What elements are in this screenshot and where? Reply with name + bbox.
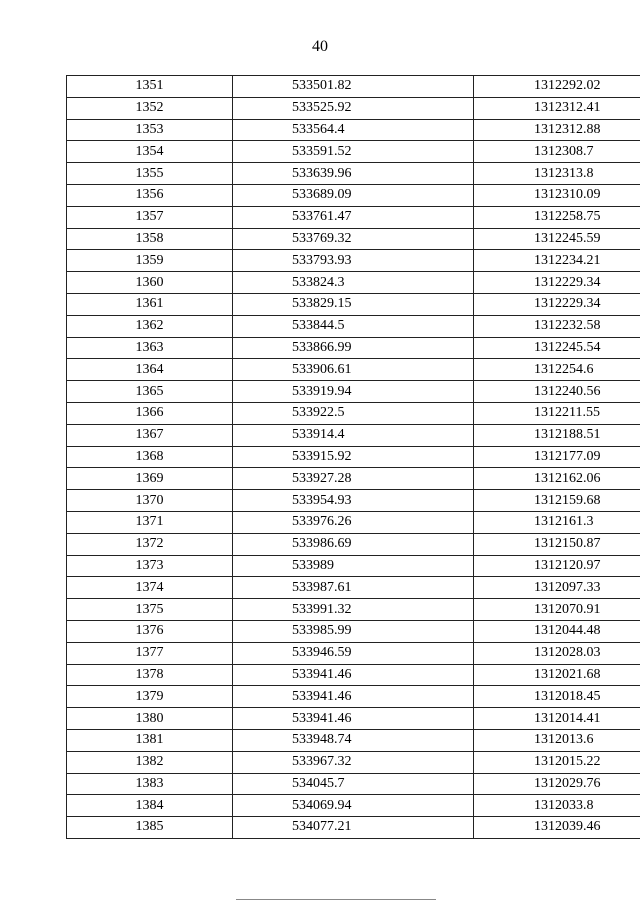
point-number-cell: 1383 [67,773,233,795]
x-coordinate-cell: 533829.15 [233,293,474,315]
point-number-cell: 1362 [67,315,233,337]
y-coordinate-cell: 1312310.09 [474,184,640,206]
y-coordinate-cell: 1312029.76 [474,773,640,795]
point-number-cell: 1368 [67,446,233,468]
x-coordinate-cell: 533914.4 [233,424,474,446]
y-coordinate-cell: 1312312.88 [474,119,640,141]
point-number-cell: 1373 [67,555,233,577]
x-coordinate-cell: 533948.74 [233,729,474,751]
point-number-cell: 1364 [67,359,233,381]
table-row [67,686,640,708]
y-coordinate-cell: 1312014.41 [474,708,640,730]
point-number-cell: 1379 [67,686,233,708]
y-coordinate-cell: 1312120.97 [474,555,640,577]
y-coordinate-cell: 1312308.7 [474,141,640,163]
point-number-cell: 1352 [67,97,233,119]
point-number-cell: 1360 [67,272,233,294]
y-coordinate-cell: 1312028.03 [474,642,640,664]
x-coordinate-cell: 533501.82 [233,76,474,98]
x-coordinate-cell: 533793.93 [233,250,474,272]
table-row [67,184,640,206]
table-row [67,381,640,403]
point-number-cell: 1380 [67,708,233,730]
table-row [67,555,640,577]
y-coordinate-cell: 1312258.75 [474,206,640,228]
x-coordinate-cell: 533919.94 [233,381,474,403]
y-coordinate-cell: 1312292.02 [474,76,640,98]
point-number-cell: 1371 [67,511,233,533]
point-number-cell: 1351 [67,76,233,98]
x-coordinate-cell: 534069.94 [233,795,474,817]
x-coordinate-cell: 533591.52 [233,141,474,163]
table-row [67,293,640,315]
x-coordinate-cell: 533986.69 [233,533,474,555]
x-coordinate-cell: 533967.32 [233,751,474,773]
table-row [67,315,640,337]
y-coordinate-cell: 1312254.6 [474,359,640,381]
table-row [67,490,640,512]
y-coordinate-cell: 1312159.68 [474,490,640,512]
table-row [67,468,640,490]
point-number-cell: 1381 [67,729,233,751]
x-coordinate-cell: 533639.96 [233,163,474,185]
x-coordinate-cell: 533941.46 [233,686,474,708]
x-coordinate-cell: 533564.4 [233,119,474,141]
point-number-cell: 1353 [67,119,233,141]
x-coordinate-cell: 533769.32 [233,228,474,250]
coordinates-table [66,75,640,839]
y-coordinate-cell: 1312234.21 [474,250,640,272]
x-coordinate-cell: 533915.92 [233,446,474,468]
table-row [67,708,640,730]
point-number-cell: 1385 [67,817,233,839]
x-coordinate-cell: 533985.99 [233,620,474,642]
table-row [67,729,640,751]
y-coordinate-cell: 1312013.6 [474,729,640,751]
table-row [67,163,640,185]
point-number-cell: 1370 [67,490,233,512]
x-coordinate-cell: 533927.28 [233,468,474,490]
table-row [67,446,640,468]
x-coordinate-cell: 533946.59 [233,642,474,664]
x-coordinate-cell: 533866.99 [233,337,474,359]
table-row [67,533,640,555]
table-row [67,337,640,359]
point-number-cell: 1365 [67,381,233,403]
table-row [67,359,640,381]
point-number-cell: 1384 [67,795,233,817]
point-number-cell: 1376 [67,620,233,642]
y-coordinate-cell: 1312161.3 [474,511,640,533]
point-number-cell: 1369 [67,468,233,490]
y-coordinate-cell: 1312018.45 [474,686,640,708]
point-number-cell: 1357 [67,206,233,228]
x-coordinate-cell: 533941.46 [233,708,474,730]
y-coordinate-cell: 1312044.48 [474,620,640,642]
point-number-cell: 1358 [67,228,233,250]
table-row [67,141,640,163]
table-row [67,119,640,141]
table-row [67,206,640,228]
y-coordinate-cell: 1312313.8 [474,163,640,185]
table-row [67,773,640,795]
table-row [67,76,640,98]
x-coordinate-cell: 533525.92 [233,97,474,119]
x-coordinate-cell: 533689.09 [233,184,474,206]
x-coordinate-cell: 533844.5 [233,315,474,337]
footer-divider [236,899,436,900]
point-number-cell: 1359 [67,250,233,272]
table-row [67,511,640,533]
y-coordinate-cell: 1312232.58 [474,315,640,337]
x-coordinate-cell: 533987.61 [233,577,474,599]
y-coordinate-cell: 1312211.55 [474,402,640,424]
point-number-cell: 1377 [67,642,233,664]
x-coordinate-cell: 533991.32 [233,599,474,621]
x-coordinate-cell: 533976.26 [233,511,474,533]
table-row [67,664,640,686]
table-row [67,599,640,621]
table-row [67,642,640,664]
table-row [67,817,640,839]
table-row [67,424,640,446]
point-number-cell: 1361 [67,293,233,315]
y-coordinate-cell: 1312245.54 [474,337,640,359]
table-row [67,97,640,119]
table-row [67,795,640,817]
table-row [67,228,640,250]
y-coordinate-cell: 1312021.68 [474,664,640,686]
y-coordinate-cell: 1312229.34 [474,272,640,294]
point-number-cell: 1354 [67,141,233,163]
y-coordinate-cell: 1312039.46 [474,817,640,839]
point-number-cell: 1355 [67,163,233,185]
x-coordinate-cell: 533954.93 [233,490,474,512]
point-number-cell: 1367 [67,424,233,446]
point-number-cell: 1363 [67,337,233,359]
point-number-cell: 1372 [67,533,233,555]
y-coordinate-cell: 1312033.8 [474,795,640,817]
table-row [67,402,640,424]
table-row [67,620,640,642]
y-coordinate-cell: 1312070.91 [474,599,640,621]
point-number-cell: 1356 [67,184,233,206]
page-number: 40 [312,38,328,55]
y-coordinate-cell: 1312162.06 [474,468,640,490]
point-number-cell: 1366 [67,402,233,424]
table-row [67,751,640,773]
x-coordinate-cell: 533941.46 [233,664,474,686]
y-coordinate-cell: 1312245.59 [474,228,640,250]
x-coordinate-cell: 533922.5 [233,402,474,424]
x-coordinate-cell: 533906.61 [233,359,474,381]
coordinates-table-body [67,76,640,839]
y-coordinate-cell: 1312097.33 [474,577,640,599]
x-coordinate-cell: 533824.3 [233,272,474,294]
x-coordinate-cell: 534077.21 [233,817,474,839]
y-coordinate-cell: 1312240.56 [474,381,640,403]
y-coordinate-cell: 1312015.22 [474,751,640,773]
y-coordinate-cell: 1312188.51 [474,424,640,446]
point-number-cell: 1375 [67,599,233,621]
x-coordinate-cell: 533989 [233,555,474,577]
table-row [67,250,640,272]
y-coordinate-cell: 1312177.09 [474,446,640,468]
point-number-cell: 1382 [67,751,233,773]
y-coordinate-cell: 1312312.41 [474,97,640,119]
point-number-cell: 1378 [67,664,233,686]
point-number-cell: 1374 [67,577,233,599]
x-coordinate-cell: 534045.7 [233,773,474,795]
y-coordinate-cell: 1312150.87 [474,533,640,555]
x-coordinate-cell: 533761.47 [233,206,474,228]
y-coordinate-cell: 1312229.34 [474,293,640,315]
table-row [67,272,640,294]
table-row [67,577,640,599]
